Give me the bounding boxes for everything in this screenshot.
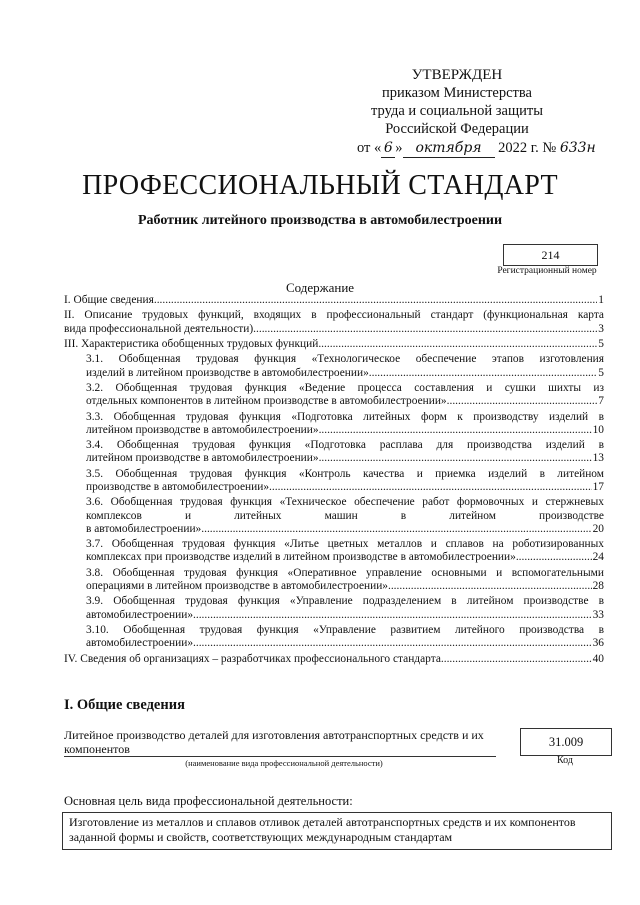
toc-item [64,624,604,650]
toc-item-text: 3.5. Обобщенная трудовая функция «Контроль качества и приемка изделий в литейном [86,467,604,480]
toc-leader-row [86,395,604,408]
document-title: ПРОФЕССИОНАЛЬНЫЙ СТАНДАРТ [82,170,558,201]
toc-item-text: 3.8. Обобщенная трудовая функция «Оперативное управление основными и вспомогательными [86,566,604,579]
toc-leader-row [86,609,604,622]
toc-item-text: 3.9. Обобщенная трудовая функция «Управление подразделением в литейном производстве в [86,595,604,608]
toc-dot-leader [201,523,591,536]
toc-item-text: 3.4. Обобщенная трудовая функция «Подготовка расплава для производства изделий в [86,439,604,452]
toc-item-text: II. Описание трудовых функций, входящих в профессиональный стандарт (функциональная карта [64,309,604,322]
registration-number-box: 214 [503,244,598,266]
toc-page-number: 40 [592,652,604,665]
approval-line: приказом Министерства [382,85,532,101]
toc-page-number: 33 [592,608,604,621]
toc-item-text: 3.10. Обобщенная трудовая функция «Управление развитием литейного производства в [86,623,604,636]
code-caption: Код [557,755,573,766]
toc-item [64,309,604,335]
approval-block [357,66,596,158]
toc-page-number: 10 [592,423,604,436]
toc-item-text: 3.2. Обобщенная трудовая функция «Ведение процесса составления и сушки шихты из [86,381,604,394]
toc-item-text: вида профессиональной деятельности) [64,322,254,335]
toc-dot-leader [318,338,597,351]
toc-item [64,653,604,666]
toc-item [64,538,604,564]
toc-dot-leader [253,323,597,336]
toc-page-number: 24 [592,551,604,564]
approval-date-line [357,139,596,158]
toc-leader-row [86,481,604,494]
approval-line: Российской Федерации [385,121,529,137]
toc-item [64,496,604,536]
toc-leader-row [64,338,604,351]
toc-page-number: 5 [598,366,604,379]
toc-item-text: IV. Сведения об организациях – разработчиках профессионального стандарта [64,652,441,665]
toc-leader-row [86,424,604,437]
date-year: 2022 г. № [498,140,557,156]
toc-dot-leader [193,609,592,622]
activity-name: Литейное производство деталей для изготовления автотранспортных средств и их компонентов [64,728,496,757]
toc-dot-leader [319,452,592,465]
toc-item-text: 3.7. Обобщенная трудовая функция «Литье цветных металлов и сплавов на роботизированных [86,538,604,551]
toc-item [64,411,604,437]
toc-leader-row [64,653,604,666]
toc-item-text: 3.3. Обобщенная трудовая функция «Подготовка литейных форм к производству изделий в [86,410,604,423]
toc-page-number: 5 [598,337,604,350]
toc-item-text: изделий в литейном производстве в автомобилестроении» [86,366,369,379]
toc-dot-leader [154,294,597,307]
toc-dot-leader [447,395,598,408]
toc-item [64,439,604,465]
toc-leader-row [86,367,604,380]
toc-page-number: 1 [598,294,604,306]
date-prefix: от « [357,140,382,156]
toc-dot-leader [319,424,592,437]
activity-code: 31.009 [520,728,612,756]
toc-item [64,595,604,621]
toc-item-text: I. Общие сведения [64,294,154,306]
toc-item [64,353,604,379]
toc-item-text: производстве в автомобилестроении» [86,480,270,493]
section-heading: I. Общие сведения [64,697,185,713]
toc-item-text: литейном производстве в автомобилестроении» [86,452,319,465]
toc-item-text: комплексах при производстве изделий в литейном производстве в автомобилестроении» [86,551,516,564]
activity-caption: (наименование вида профессиональной деятельности) [185,758,383,768]
toc-dot-leader [441,653,592,666]
toc-dot-leader [193,637,592,650]
toc-item-text: отдельных компонентов в литейном производстве в автомобилестроении» [86,395,447,408]
toc-item [64,294,604,307]
date-quote: » [395,140,403,156]
toc-item-text: автомобилестроении» [86,637,194,650]
toc-item-text: 3.6. Обобщенная трудовая функция «Техническое обеспечение работ формовочных и стержневых комплексов и литейных машин в литейном производстве [86,496,604,522]
toc-item [64,338,604,351]
toc-dot-leader [369,367,598,380]
toc-item-text: III. Характеристика обобщенных трудовых функций [64,337,319,350]
toc-item-text: автомобилестроении» [86,608,194,621]
toc-item [64,567,604,593]
document-subtitle: Работник литейного производства в автомобилестроении [137,213,503,228]
approval-title: УТВЕРЖДЕН [411,67,503,83]
toc-item [64,468,604,494]
toc-page-number: 36 [592,637,604,650]
toc-leader-row [64,323,604,336]
toc-leader-row [86,452,604,465]
goal-box: Изготовление из металлов и сплавов отливок деталей автотранспортных средств и их компонентов заданной формы и свойств, соответствующих международным стандартам [62,812,612,850]
toc-page-number: 28 [592,579,604,592]
toc-leader-row [64,294,604,307]
toc-dot-leader [388,580,592,593]
toc-page-number: 3 [598,322,604,335]
toc-item-text: в автомобилестроении» [86,522,202,535]
toc-page-number: 17 [592,480,604,493]
toc-heading: Содержание [285,280,355,295]
toc-item-text: 3.1. Обобщенная трудовая функция «Технологическое обеспечение этапов изготовления [86,353,604,366]
toc-leader-row [86,551,604,564]
handwritten-number: 633н [559,140,596,156]
approval-line: труда и социальной защиты [371,103,543,119]
toc-leader-row [86,523,604,536]
handwritten-day: 6 [381,139,395,158]
goal-label: Основная цель вида профессиональной деятельности: [64,794,353,808]
toc-dot-leader [269,481,592,494]
handwritten-month: октября [403,139,495,158]
toc-page-number: 20 [592,522,604,535]
registration-number-label: Регистрационный номер [497,266,597,276]
table-of-contents [64,294,604,668]
toc-leader-row [86,637,604,650]
toc-item-text: литейном производстве в автомобилестроении» [86,423,319,436]
toc-leader-row [86,580,604,593]
toc-page-number: 13 [592,452,604,465]
toc-dot-leader [516,551,592,564]
toc-item-text: операциями в литейном производстве в автомобилестроении» [86,579,388,592]
toc-item [64,382,604,408]
toc-page-number: 7 [598,395,604,408]
